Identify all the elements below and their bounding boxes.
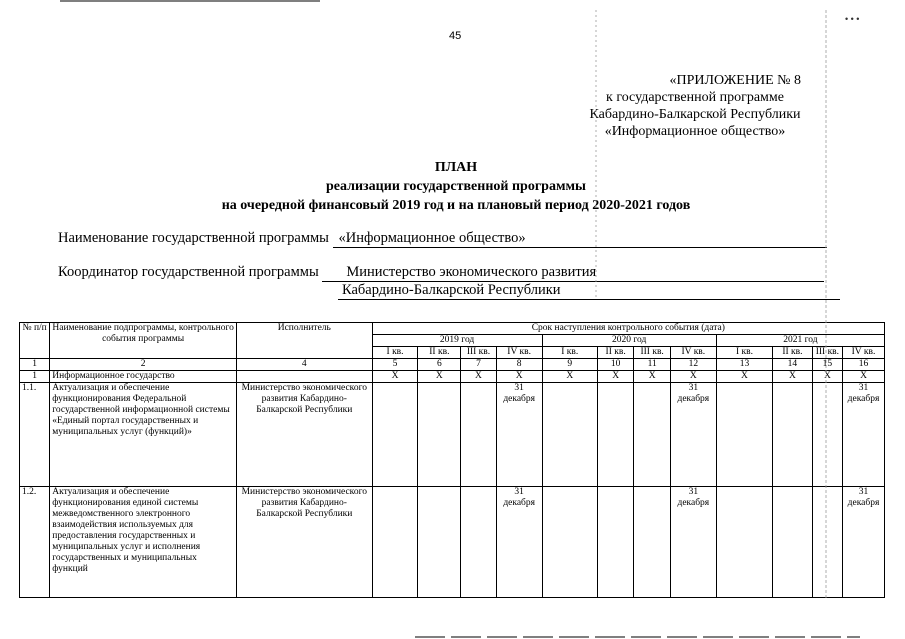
section-mark: X [773, 371, 813, 383]
plan-table [19, 322, 885, 598]
col-number: 13 [716, 359, 772, 371]
section-row [20, 371, 885, 383]
col-number: 6 [418, 359, 461, 371]
col-number: 12 [670, 359, 716, 371]
section-name: Информационное государство [50, 371, 237, 383]
col-number: 15 [812, 359, 842, 371]
coordinator-line [58, 264, 824, 282]
row-quarter: 31 декабря [496, 487, 542, 598]
row-quarter [597, 487, 634, 598]
section-mark: X [670, 371, 716, 383]
col-number: 7 [461, 359, 496, 371]
header-year-2020: 2020 год [542, 335, 716, 347]
row-quarter [773, 487, 813, 598]
section-executor [236, 371, 372, 383]
col-number: 16 [843, 359, 885, 371]
row-name: Актуализация и обеспечение функционирования единой системы межведомственного электронного взаимодействия используемых для предоставления государственных и муниципальных услуг и исполнения государственных и муниципальных функций [50, 487, 237, 598]
row-quarter [542, 383, 597, 487]
row-quarter [372, 487, 418, 598]
section-num: 1 [20, 371, 50, 383]
table-row [20, 383, 885, 487]
section-mark: X [634, 371, 671, 383]
row-quarter [461, 383, 496, 487]
header-quarter: I кв. [716, 347, 772, 359]
row-quarter: 31 декабря [670, 383, 716, 487]
coordinator-label: Координатор государственной программы [58, 264, 319, 280]
section-mark: X [542, 371, 597, 383]
section-mark: X [843, 371, 885, 383]
header-quarter: II кв. [597, 347, 634, 359]
col-number: 10 [597, 359, 634, 371]
row-quarter [812, 487, 842, 598]
row-quarter [634, 383, 671, 487]
row-quarter: 31 декабря [843, 487, 885, 598]
row-quarter [773, 383, 813, 487]
col-number: 14 [773, 359, 813, 371]
section-mark: X [597, 371, 634, 383]
program-name-line [58, 230, 827, 248]
row-quarter [716, 383, 772, 487]
header-quarter: III кв. [812, 347, 842, 359]
row-quarter [461, 487, 496, 598]
appendix-line3: Кабардино-Балкарской Республики [589, 107, 801, 122]
header-quarter: III кв. [461, 347, 496, 359]
plan-title-line2: реализации государственной программы [326, 179, 586, 194]
column-number-row [20, 359, 885, 371]
col-number: 2 [50, 359, 237, 371]
appendix-line1: «ПРИЛОЖЕНИЕ № 8 [669, 73, 801, 88]
row-executor: Министерство экономического развития Кабардино-Балкарской Республики [236, 383, 372, 487]
row-num: 1.1. [20, 383, 50, 487]
appendix-header [565, 72, 825, 140]
header-executor: Исполнитель [236, 323, 372, 359]
col-number: 1 [20, 359, 50, 371]
row-executor: Министерство экономического развития Кабардино-Балкарской Республики [236, 487, 372, 598]
coordinator-value-line2-wrap [338, 282, 840, 300]
program-name-label: Наименование государственной программы [58, 230, 329, 246]
header-year-2019: 2019 год [372, 335, 542, 347]
row-quarter [542, 487, 597, 598]
col-number: 4 [236, 359, 372, 371]
col-number: 8 [496, 359, 542, 371]
row-quarter [597, 383, 634, 487]
section-mark: X [496, 371, 542, 383]
header-quarter: II кв. [418, 347, 461, 359]
section-mark: X [461, 371, 496, 383]
section-mark: X [716, 371, 772, 383]
program-name-value: «Информационное общество» [333, 230, 827, 248]
header-quarter: I кв. [372, 347, 418, 359]
header-quarter: II кв. [773, 347, 813, 359]
section-mark: X [372, 371, 418, 383]
row-quarter: 31 декабря [496, 383, 542, 487]
row-num: 1.2. [20, 487, 50, 598]
header-quarter: IV кв. [670, 347, 716, 359]
row-name: Актуализация и обеспечение функционирования Федеральной государственной информационной системы «Единый портал государственных и муниципальных услуг (функций)» [50, 383, 237, 487]
row-quarter [418, 487, 461, 598]
section-mark: X [418, 371, 461, 383]
row-quarter: 31 декабря [843, 383, 885, 487]
col-number: 9 [542, 359, 597, 371]
scan-mark: • • • [845, 14, 860, 24]
coordinator-value-line1: Министерство экономического развития [322, 264, 824, 282]
header-quarter: I кв. [542, 347, 597, 359]
table-row [20, 487, 885, 598]
plan-title-line3: на очередной финансовый 2019 год и на плановый период 2020-2021 годов [221, 198, 691, 213]
header-quarter: IV кв. [843, 347, 885, 359]
row-quarter [716, 487, 772, 598]
appendix-line2: к государственной программе [606, 90, 784, 105]
header-deadline: Срок наступления контрольного события (дата) [372, 323, 884, 335]
section-mark: X [812, 371, 842, 383]
appendix-line4: «Информационное общество» [604, 124, 786, 139]
plan-title [150, 158, 762, 215]
col-number: 11 [634, 359, 671, 371]
row-quarter [812, 383, 842, 487]
header-name: Наименование подпрограммы, контрольного события программы [50, 323, 237, 359]
header-year-2021: 2021 год [716, 335, 884, 347]
page-number: 45 [449, 30, 462, 42]
col-number: 5 [372, 359, 418, 371]
plan-title-line1: ПЛАН [434, 160, 478, 175]
header-num: № п/п [20, 323, 50, 359]
row-quarter: 31 декабря [670, 487, 716, 598]
row-quarter [418, 383, 461, 487]
row-quarter [634, 487, 671, 598]
header-quarter: IV кв. [496, 347, 542, 359]
header-quarter: III кв. [634, 347, 671, 359]
row-quarter [372, 383, 418, 487]
coordinator-value-line2: Кабардино-Балкарской Республики [342, 282, 561, 298]
